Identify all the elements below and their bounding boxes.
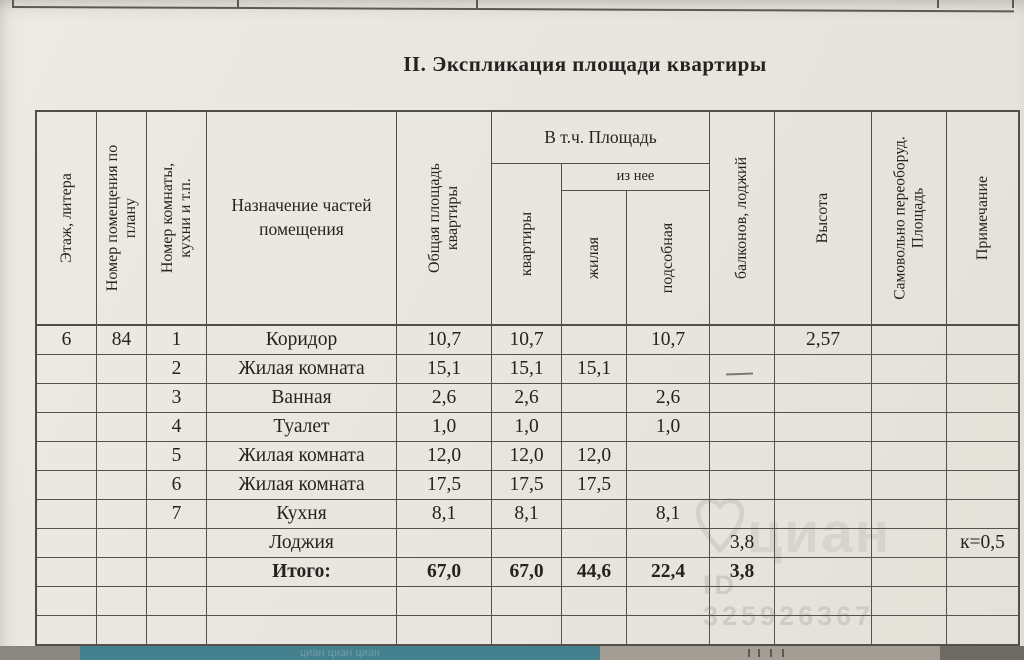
table-body <box>37 326 1018 645</box>
cell-plan_no <box>97 500 147 529</box>
cell-height <box>775 413 872 442</box>
cell-plan_no <box>97 558 147 587</box>
cell-note <box>947 587 1018 616</box>
cell-height <box>775 471 872 500</box>
cell-note: к=0,5 <box>947 529 1018 558</box>
cian-id-text: ID 325926367 <box>703 570 875 631</box>
cell-room_no <box>147 587 207 616</box>
cell-height <box>775 500 872 529</box>
cell-total: 17,5 <box>397 471 492 500</box>
photo-bottom-band <box>0 646 1024 660</box>
cell-note <box>947 326 1018 355</box>
cell-note <box>947 558 1018 587</box>
cell-plan_no <box>97 529 147 558</box>
cell-unauth <box>872 529 947 558</box>
cell-purpose <box>207 616 397 645</box>
cell-auxiliary <box>627 471 710 500</box>
cell-room_no: 3 <box>147 384 207 413</box>
cell-floor <box>37 413 97 442</box>
cell-room_no <box>147 558 207 587</box>
cell-unauth <box>872 413 947 442</box>
cell-balconies <box>710 587 775 616</box>
cell-total <box>397 529 492 558</box>
cell-purpose: Жилая комната <box>207 471 397 500</box>
previous-table-divider <box>237 0 239 8</box>
band-tan-right <box>600 646 940 660</box>
band-cian-teal: циан циан циан <box>80 646 600 660</box>
cell-room_no <box>147 529 207 558</box>
cell-height <box>775 587 872 616</box>
cell-note <box>947 500 1018 529</box>
band-gray-left <box>0 646 80 660</box>
cell-floor <box>37 384 97 413</box>
cell-floor <box>37 500 97 529</box>
cell-auxiliary: 8,1 <box>627 500 710 529</box>
cell-living <box>562 384 627 413</box>
cell-living: 17,5 <box>562 471 627 500</box>
cell-unauth <box>872 442 947 471</box>
cell-room_no: 4 <box>147 413 207 442</box>
previous-table-divider <box>12 0 14 8</box>
cell-note <box>947 471 1018 500</box>
previous-table-divider <box>937 0 939 8</box>
cell-living <box>562 500 627 529</box>
cell-apartment: 15,1 <box>492 355 562 384</box>
cell-balconies <box>710 616 775 645</box>
cell-balconies: 3,8 <box>710 529 775 558</box>
cell-auxiliary: 2,6 <box>627 384 710 413</box>
cell-unauth <box>872 326 947 355</box>
cell-apartment: 67,0 <box>492 558 562 587</box>
cell-balconies <box>710 384 775 413</box>
cell-purpose <box>207 587 397 616</box>
cell-living: 12,0 <box>562 442 627 471</box>
header-note: Примечание <box>973 175 991 261</box>
cell-apartment: 17,5 <box>492 471 562 500</box>
band-tick <box>782 649 784 657</box>
cell-unauth <box>872 355 947 384</box>
cell-purpose: Коридор <box>207 326 397 355</box>
cell-unauth <box>872 471 947 500</box>
cell-auxiliary <box>627 616 710 645</box>
header-height: Высота <box>775 112 872 324</box>
cell-floor <box>37 471 97 500</box>
previous-table-divider <box>476 0 478 8</box>
cell-total: 15,1 <box>397 355 492 384</box>
previous-table-divider <box>1012 0 1014 8</box>
cell-note <box>947 384 1018 413</box>
cell-height: 2,57 <box>775 326 872 355</box>
cell-unauth <box>872 558 947 587</box>
cell-balconies <box>710 413 775 442</box>
cell-purpose: Жилая комната <box>207 442 397 471</box>
cell-plan_no <box>97 587 147 616</box>
cell-note <box>947 442 1018 471</box>
cell-height <box>775 558 872 587</box>
cell-plan_no <box>97 355 147 384</box>
header-apartment: квартиры <box>492 164 562 324</box>
cell-floor <box>37 558 97 587</box>
cell-room_no: 5 <box>147 442 207 471</box>
cell-apartment <box>492 616 562 645</box>
cell-living <box>562 413 627 442</box>
header-group-incl-area: В т.ч. Площадь <box>492 112 710 164</box>
cell-plan_no <box>97 616 147 645</box>
cell-living: 44,6 <box>562 558 627 587</box>
cell-floor <box>37 587 97 616</box>
cell-auxiliary: 22,4 <box>627 558 710 587</box>
header-unauthorized-area: Самовольно переоборуд. Площадь <box>872 112 947 324</box>
cell-unauth <box>872 587 947 616</box>
cell-room_no <box>147 616 207 645</box>
header-balconies: балконов, лоджий <box>710 112 775 324</box>
cell-auxiliary: 10,7 <box>627 326 710 355</box>
cell-note <box>947 413 1018 442</box>
cell-living: 15,1 <box>562 355 627 384</box>
cell-balconies: 3,8 <box>710 558 775 587</box>
cell-auxiliary <box>627 587 710 616</box>
header-auxiliary: подсобная <box>627 191 710 324</box>
cell-floor <box>37 442 97 471</box>
header-room-number: Номер комнаты, кухни и т.п. <box>147 112 207 324</box>
cell-floor <box>37 529 97 558</box>
section-title: II. Экспликация площади квартиры <box>403 52 767 76</box>
cell-apartment: 1,0 <box>492 413 562 442</box>
cell-auxiliary <box>627 442 710 471</box>
cell-height <box>775 442 872 471</box>
cell-total <box>397 616 492 645</box>
previous-table-bottom-line <box>12 6 1014 12</box>
cell-apartment <box>492 587 562 616</box>
cian-logo-text: циан <box>747 501 892 565</box>
cell-auxiliary <box>627 355 710 384</box>
cell-apartment <box>492 529 562 558</box>
cell-purpose: Ванная <box>207 384 397 413</box>
cell-plan_no <box>97 471 147 500</box>
cell-height <box>775 384 872 413</box>
cell-room_no: 7 <box>147 500 207 529</box>
header-living: жилая <box>562 191 627 324</box>
cell-auxiliary <box>627 529 710 558</box>
explication-table <box>35 110 1020 647</box>
cell-purpose: Итого: <box>207 558 397 587</box>
cell-purpose: Лоджия <box>207 529 397 558</box>
header-floor: Этаж, литера <box>37 112 97 324</box>
cell-height <box>775 355 872 384</box>
cell-purpose: Туалет <box>207 413 397 442</box>
cell-purpose: Жилая комната <box>207 355 397 384</box>
cell-height <box>775 529 872 558</box>
cell-plan_no <box>97 442 147 471</box>
cell-note <box>947 355 1018 384</box>
cell-apartment: 2,6 <box>492 384 562 413</box>
cell-plan_no <box>97 413 147 442</box>
table-header <box>37 112 1018 326</box>
cell-total: 12,0 <box>397 442 492 471</box>
cell-purpose: Кухня <box>207 500 397 529</box>
cell-apartment: 12,0 <box>492 442 562 471</box>
cell-unauth <box>872 384 947 413</box>
band-tick <box>770 649 772 657</box>
cell-plan_no <box>97 384 147 413</box>
cell-unauth <box>872 616 947 645</box>
cell-living <box>562 587 627 616</box>
cell-total: 10,7 <box>397 326 492 355</box>
cell-living <box>562 529 627 558</box>
cell-living <box>562 616 627 645</box>
cell-living <box>562 326 627 355</box>
header-of-it: из нее <box>562 164 710 191</box>
cell-total: 8,1 <box>397 500 492 529</box>
cell-room_no: 6 <box>147 471 207 500</box>
cell-auxiliary: 1,0 <box>627 413 710 442</box>
cell-balconies <box>710 355 775 384</box>
cell-total <box>397 587 492 616</box>
cell-balconies <box>710 326 775 355</box>
cell-room_no: 2 <box>147 355 207 384</box>
cell-height <box>775 616 872 645</box>
header-purpose: Назначение частей помещения <box>207 112 397 324</box>
cell-floor: 6 <box>37 326 97 355</box>
cell-note <box>947 616 1018 645</box>
cell-apartment: 10,7 <box>492 326 562 355</box>
header-plan-number: Номер помещения по плану <box>97 112 147 324</box>
cell-room_no: 1 <box>147 326 207 355</box>
band-dark-corner <box>940 646 1024 660</box>
cell-floor <box>37 355 97 384</box>
cell-unauth <box>872 500 947 529</box>
band-tick <box>758 649 760 657</box>
cell-apartment: 8,1 <box>492 500 562 529</box>
cell-plan_no: 84 <box>97 326 147 355</box>
header-total-area: Общая площадь квартиры <box>397 112 492 324</box>
cell-floor <box>37 616 97 645</box>
cell-balconies <box>710 442 775 471</box>
cell-balconies <box>710 500 775 529</box>
cell-total: 1,0 <box>397 413 492 442</box>
band-tick <box>748 649 750 657</box>
cell-total: 2,6 <box>397 384 492 413</box>
cell-balconies <box>710 471 775 500</box>
cell-total: 67,0 <box>397 558 492 587</box>
